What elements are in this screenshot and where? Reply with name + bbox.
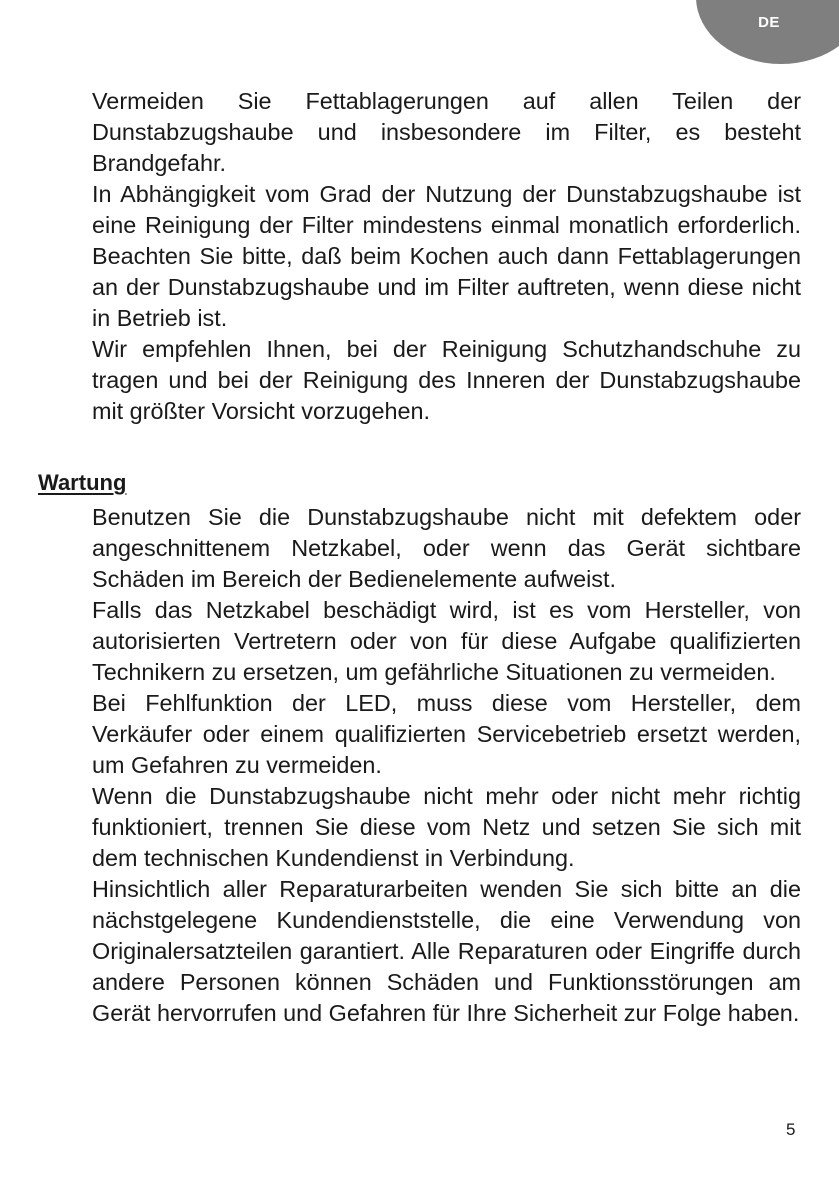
- maintenance-section: [92, 502, 801, 1029]
- maintenance-paragraph: Hinsichtlich aller Reparaturarbeiten wenden Sie sich bitte an die nächstgelegene Kundendienststelle, die eine Verwendung von Originalersatzteilen garantiert. Alle Reparaturen oder Eingriffe durch andere Personen können Schäden und Funktionsstörungen am Gerät hervorrufen und Gefahren für Ihre Sicherheit zur Folge haben.: [92, 876, 801, 1026]
- cleaning-paragraph: Vermeiden Sie Fettablagerungen auf allen Teilen der Dunstabzugshaube und insbesondere im Filter, es besteht Brandgefahr.: [92, 88, 801, 176]
- maintenance-paragraph: Wenn die Dunstabzugshaube nicht mehr oder nicht mehr richtig funktioniert, trennen Sie diese vom Netz und setzen Sie sich mit dem technischen Kundendienst in Verbindung.: [92, 783, 801, 871]
- language-tab: [696, 0, 839, 64]
- maintenance-paragraph: Benutzen Sie die Dunstabzugshaube nicht mit defektem oder angeschnittenem Netzkabel, oder wenn das Gerät sichtbare Schäden im Bereich der Bedienelemente aufweist.: [92, 504, 801, 592]
- cleaning-paragraph: In Abhängigkeit vom Grad der Nutzung der Dunstabzugshaube ist eine Reinigung der Filter mindestens einmal monatlich erforderlich. Beachten Sie bitte, daß beim Kochen auch dann Fettablagerungen an der Dunstabzugshaube und im Filter auftreten, wenn diese nicht in Betrieb ist.: [92, 181, 801, 331]
- maintenance-paragraph: Falls das Netzkabel beschädigt wird, ist es vom Hersteller, von autorisierten Vertretern oder von für diese Aufgabe qualifizierten Technikern zu ersetzen, um gefährliche Situationen zu vermeiden.: [92, 597, 801, 685]
- maintenance-paragraph: Bei Fehlfunktion der LED, muss diese vom Hersteller, dem Verkäufer oder einem qualifizierten Servicebetrieb ersetzt werden, um Gefahren zu vermeiden.: [92, 690, 801, 778]
- cleaning-paragraph: Wir empfehlen Ihnen, bei der Reinigung Schutzhandschuhe zu tragen und bei der Reinigung des Inneren der Dunstabzugshaube mit größter Vorsicht vorzugehen.: [92, 336, 801, 424]
- language-label: DE: [758, 14, 780, 31]
- section-heading-wartung: Wartung: [38, 470, 127, 495]
- page-number: 5: [786, 1120, 796, 1139]
- cleaning-section: [92, 86, 801, 427]
